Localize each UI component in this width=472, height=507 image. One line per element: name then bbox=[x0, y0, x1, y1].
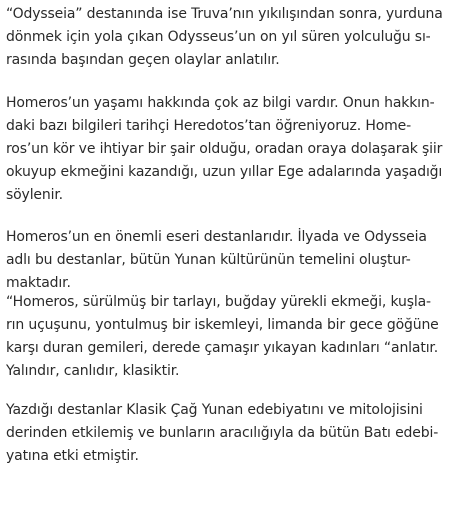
text-line: adlı bu destanlar, bütün Yunan kültürünün temelini oluştur- bbox=[6, 252, 411, 268]
paragraph-homeros-influence bbox=[6, 399, 472, 468]
text-line: dönmek için yola çıkan Odysseus’un on yıl süren yolculuğu sı- bbox=[6, 29, 431, 45]
paragraph-homeros-quote bbox=[6, 291, 472, 383]
text-line: Homeros’un en önemli eseri destanlarıdır. İlyada ve Odysseia bbox=[6, 229, 427, 245]
paragraph-homeros-life bbox=[6, 92, 472, 207]
text-line: söylenir. bbox=[6, 187, 63, 203]
text-line: karşı duran gemileri, derede çamaşır yıkayan kadınları “anlatır. bbox=[6, 340, 439, 356]
text-line: okuyup ekmeğini kazandığı, uzun yıllar Ege adalarında yaşadığı bbox=[6, 164, 443, 180]
text-line: yatına etki etmiştir. bbox=[6, 448, 139, 464]
text-line: maktadır. bbox=[6, 275, 71, 291]
text-line: Yazdığı destanlar Klasik Çağ Yunan edebiyatını ve mitolojisini bbox=[6, 402, 423, 418]
text-line: “Odysseia” destanında ise Truva’nın yıkılışından sonra, yurduna bbox=[6, 6, 443, 22]
text-line: derinden etkilemiş ve bunların aracılığıyla da bütün Batı edebi- bbox=[6, 425, 439, 441]
paragraph-odysseia bbox=[6, 3, 472, 72]
text-line: rın uçuşunu, yontulmuş bir iskemleyi, limanda bir gece göğüne bbox=[6, 317, 439, 333]
paragraph-homeros-works bbox=[6, 226, 472, 295]
text-line: ros’un kör ve ihtiyar bir şair olduğu, oradan oraya dolaşarak şiir bbox=[6, 141, 443, 157]
text-line: “Homeros, sürülmüş bir tarlayı, buğday yürekli ekmeği, kuşla- bbox=[6, 294, 431, 310]
text-line: Yalındır, canlıdır, klasiktir. bbox=[6, 363, 180, 379]
text-line: daki bazı bilgileri tarihçi Heredotos’tan öğreniyoruz. Home- bbox=[6, 118, 411, 134]
text-line: rasında başından geçen olaylar anlatılır. bbox=[6, 52, 280, 68]
text-line: Homeros’un yaşamı hakkında çok az bilgi vardır. Onun hakkın- bbox=[6, 95, 435, 111]
